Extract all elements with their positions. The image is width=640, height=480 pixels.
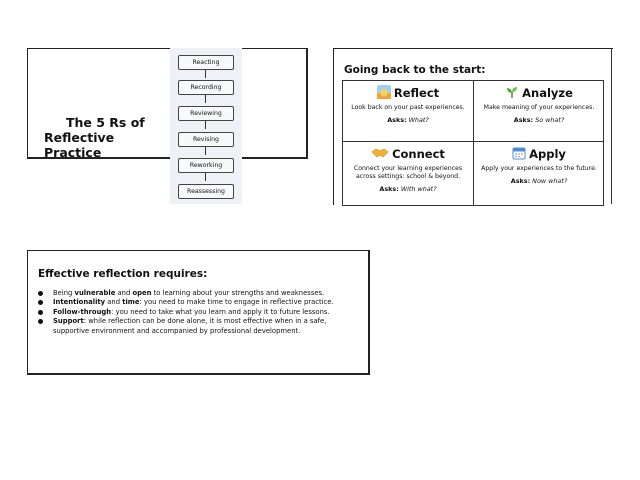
flow-step-reworking: Reworking [178,158,234,173]
cell-connect-description: Connect your learning experiences across settings: school & beyond. [353,165,463,180]
bullet-icon [38,300,43,305]
cell-apply-heading [474,146,604,161]
five-rs-flowchart [170,48,242,204]
flow-connector [205,70,206,78]
cell-connect [343,142,473,202]
seedling-icon [505,85,519,99]
flow-step-reassessing: Reassessing [178,184,234,199]
flow-step-revising: Revising [178,132,234,147]
card-divider [611,48,612,204]
sunrise-icon [377,85,391,99]
cell-analyze-heading [474,85,604,100]
five-rs-title-line2: Reflective [44,130,115,145]
flow-connector [205,95,206,103]
list-item: Being vulnerable and open to learning about your strengths and weaknesses. [37,289,355,298]
handshake-icon [371,146,389,160]
flow-step-recording: Recording [178,80,234,95]
cell-reflect-ask: Asks: What? [387,116,429,124]
five-rs-title [44,115,154,160]
effective-reflection-title: Effective reflection requires: [38,268,208,280]
five-rs-title-line1: The 5 Rs of [66,115,145,130]
cell-connect-heading [343,146,473,161]
reflection-grid [342,80,604,206]
cell-apply-title: Apply [529,147,566,161]
cell-connect-title: Connect [392,147,445,161]
flow-connector [205,121,206,129]
cell-apply-description: Apply your experiences to the future. [481,165,597,172]
cell-reflect-description: Look back on your past experiences. [351,104,465,111]
cell-apply-ask: Asks: Now what? [510,177,568,185]
flow-connector [205,173,206,181]
list-item: Intentionality and time: you need to make time to engage in reflective practice. [37,298,355,307]
cell-apply [474,142,604,202]
five-rs-title-line3: Practice [44,145,102,160]
cell-analyze-description: Make meaning of your experiences. [483,104,595,111]
requirements-list [37,289,355,336]
bullet-icon [38,310,43,315]
flow-step-reacting: Reacting [178,55,234,70]
cell-analyze-ask: Asks: So what? [513,116,565,124]
bullet-icon [38,319,43,324]
flow-step-reviewing: Reviewing [178,106,234,121]
cell-reflect-heading [343,85,473,100]
calendar-icon [512,146,526,160]
cell-reflect-title: Reflect [393,86,440,100]
cell-analyze [474,81,604,141]
list-item: Support: while reflection can be done alone, it is most effective when in a safe, supportive environment and accompanied by professional development. [37,317,355,336]
list-item: Follow-through: you need to take what you learn and apply it to future lessons. [37,308,355,317]
bullet-icon [38,291,43,296]
cell-connect-ask: Asks: With what? [379,185,437,193]
cell-analyze-title: Analyze [522,86,573,100]
flow-connector [205,147,206,155]
cell-reflect [343,81,473,141]
going-back-title: Going back to the start: [344,64,486,76]
